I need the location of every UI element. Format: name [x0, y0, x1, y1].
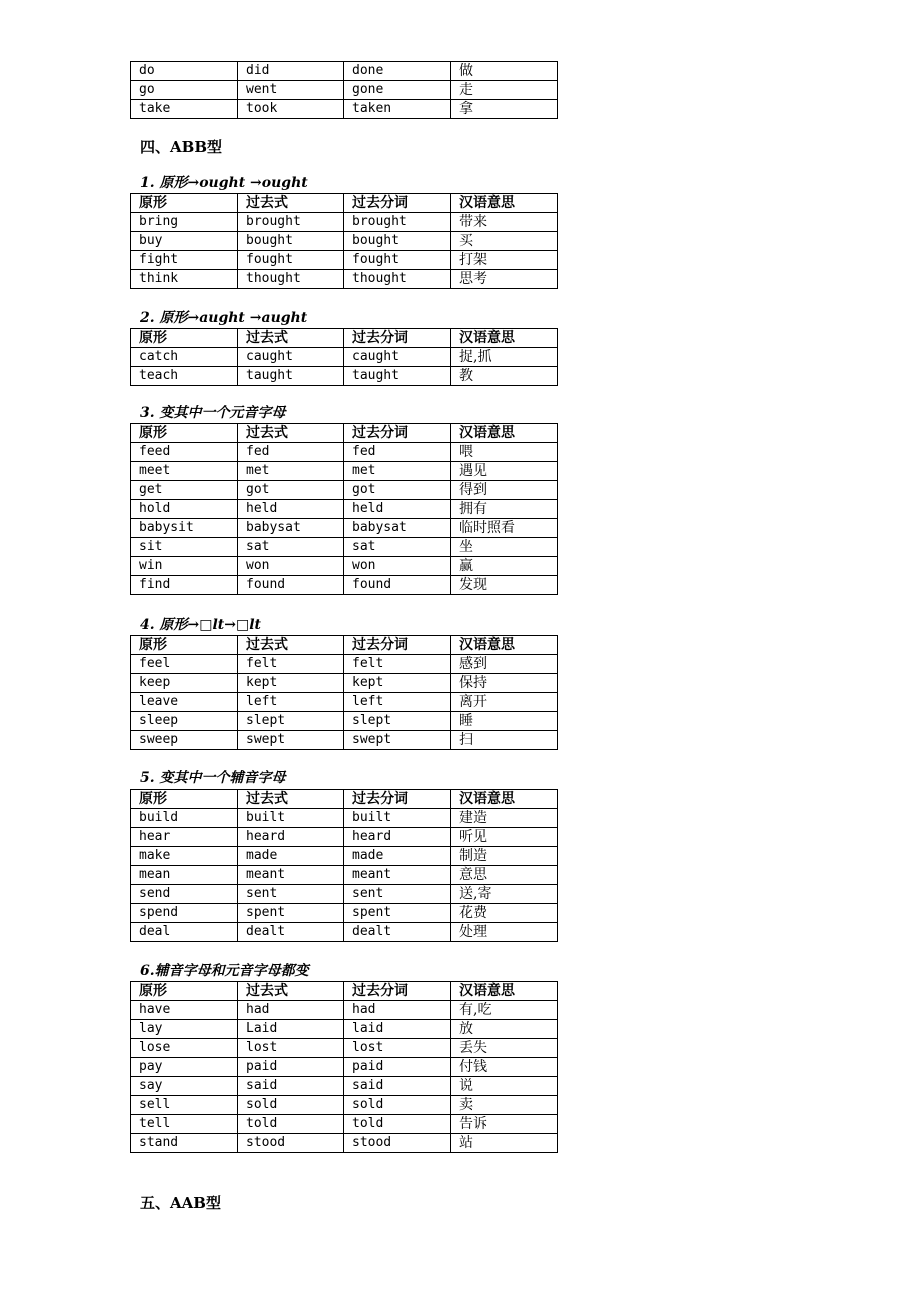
chinese-meaning-cell: 制造	[451, 847, 558, 866]
table-row	[131, 731, 558, 750]
past-participle-cell: babysat	[344, 519, 451, 538]
column-header: 汉语意思	[451, 329, 558, 348]
base-form-cell: leave	[131, 693, 238, 712]
past-participle-cell: thought	[344, 270, 451, 289]
past-participle-cell: won	[344, 557, 451, 576]
table-row	[131, 519, 558, 538]
chinese-meaning-cell: 离开	[451, 693, 558, 712]
chinese-meaning-cell: 拿	[451, 100, 558, 119]
chinese-meaning-cell: 感到	[451, 655, 558, 674]
column-header: 过去式	[238, 636, 344, 655]
chinese-meaning-cell: 送,寄	[451, 885, 558, 904]
base-form-cell: mean	[131, 866, 238, 885]
table-row	[131, 847, 558, 866]
past-participle-cell: said	[344, 1077, 451, 1096]
chinese-meaning-cell: 意思	[451, 866, 558, 885]
base-form-cell: pay	[131, 1058, 238, 1077]
past-tense-cell: lost	[238, 1039, 344, 1058]
table-row	[131, 866, 558, 885]
base-form-cell: have	[131, 1001, 238, 1020]
chinese-meaning-cell: 付钱	[451, 1058, 558, 1077]
table-row	[131, 809, 558, 828]
past-tense-cell: babysat	[238, 519, 344, 538]
chinese-meaning-cell: 遇见	[451, 462, 558, 481]
past-participle-cell: made	[344, 847, 451, 866]
base-form-cell: say	[131, 1077, 238, 1096]
table-row	[131, 270, 558, 289]
past-participle-cell: told	[344, 1115, 451, 1134]
table-row	[131, 100, 558, 119]
group-title-aught: 2. 原形→aught →aught	[140, 310, 308, 326]
base-form-cell: catch	[131, 348, 238, 367]
table-row	[131, 923, 558, 942]
past-participle-cell: slept	[344, 712, 451, 731]
past-tense-cell: sat	[238, 538, 344, 557]
chinese-meaning-cell: 丢失	[451, 1039, 558, 1058]
chinese-meaning-cell: 临时照看	[451, 519, 558, 538]
base-form-cell: stand	[131, 1134, 238, 1153]
past-participle-cell: dealt	[344, 923, 451, 942]
chinese-meaning-cell: 带来	[451, 213, 558, 232]
table-row	[131, 348, 558, 367]
verb-table-continued	[130, 61, 558, 119]
column-header: 过去分词	[344, 790, 451, 809]
base-form-cell: buy	[131, 232, 238, 251]
past-participle-cell: felt	[344, 655, 451, 674]
column-header: 原形	[131, 636, 238, 655]
past-participle-cell: sat	[344, 538, 451, 557]
column-header: 过去式	[238, 329, 344, 348]
table-row	[131, 1134, 558, 1153]
past-tense-cell: spent	[238, 904, 344, 923]
past-participle-cell: caught	[344, 348, 451, 367]
table-row	[131, 1001, 558, 1020]
base-form-cell: find	[131, 576, 238, 595]
table-row	[131, 1020, 558, 1039]
base-form-cell: bring	[131, 213, 238, 232]
past-tense-cell: made	[238, 847, 344, 866]
chinese-meaning-cell: 拥有	[451, 500, 558, 519]
base-form-cell: sell	[131, 1096, 238, 1115]
column-header: 过去式	[238, 790, 344, 809]
past-participle-cell: had	[344, 1001, 451, 1020]
base-form-cell: go	[131, 81, 238, 100]
base-form-cell: build	[131, 809, 238, 828]
verb-table-ought	[130, 193, 558, 289]
chinese-meaning-cell: 打架	[451, 251, 558, 270]
past-participle-cell: swept	[344, 731, 451, 750]
past-tense-cell: fed	[238, 443, 344, 462]
past-participle-cell: gone	[344, 81, 451, 100]
past-tense-cell: paid	[238, 1058, 344, 1077]
past-tense-cell: caught	[238, 348, 344, 367]
past-participle-cell: meant	[344, 866, 451, 885]
past-tense-cell: went	[238, 81, 344, 100]
table-row	[131, 655, 558, 674]
table-row	[131, 1077, 558, 1096]
chinese-meaning-cell: 建造	[451, 809, 558, 828]
past-tense-cell: kept	[238, 674, 344, 693]
past-tense-cell: sold	[238, 1096, 344, 1115]
table-row	[131, 1039, 558, 1058]
group-title-vowel-change: 3. 变其中一个元音字母	[140, 405, 286, 421]
table-header-row	[131, 329, 558, 348]
past-tense-cell: took	[238, 100, 344, 119]
past-participle-cell: fought	[344, 251, 451, 270]
base-form-cell: do	[131, 62, 238, 81]
chinese-meaning-cell: 听见	[451, 828, 558, 847]
chinese-meaning-cell: 站	[451, 1134, 558, 1153]
table-row	[131, 443, 558, 462]
column-header: 原形	[131, 982, 238, 1001]
group-title-consonant-change: 5. 变其中一个辅音字母	[140, 770, 286, 786]
base-form-cell: spend	[131, 904, 238, 923]
past-participle-cell: heard	[344, 828, 451, 847]
column-header: 原形	[131, 329, 238, 348]
column-header: 原形	[131, 194, 238, 213]
past-tense-cell: Laid	[238, 1020, 344, 1039]
past-tense-cell: swept	[238, 731, 344, 750]
chinese-meaning-cell: 保持	[451, 674, 558, 693]
group-title-lt: 4. 原形→□lt→□lt	[140, 617, 261, 633]
chinese-meaning-cell: 赢	[451, 557, 558, 576]
past-tense-cell: left	[238, 693, 344, 712]
table-row	[131, 1115, 558, 1134]
column-header: 过去分词	[344, 424, 451, 443]
past-tense-cell: thought	[238, 270, 344, 289]
section-heading-abb: 四、ABB型	[140, 138, 222, 156]
table-row	[131, 674, 558, 693]
past-tense-cell: bought	[238, 232, 344, 251]
past-participle-cell: paid	[344, 1058, 451, 1077]
past-tense-cell: fought	[238, 251, 344, 270]
group-title-both-change: 6.辅音字母和元音字母都变	[140, 963, 309, 979]
past-participle-cell: stood	[344, 1134, 451, 1153]
base-form-cell: sit	[131, 538, 238, 557]
chinese-meaning-cell: 处理	[451, 923, 558, 942]
table-row	[131, 500, 558, 519]
base-form-cell: make	[131, 847, 238, 866]
past-tense-cell: felt	[238, 655, 344, 674]
base-form-cell: get	[131, 481, 238, 500]
past-tense-cell: brought	[238, 213, 344, 232]
column-header: 过去分词	[344, 636, 451, 655]
table-row	[131, 693, 558, 712]
verb-table-vowel-change	[130, 423, 558, 595]
base-form-cell: deal	[131, 923, 238, 942]
chinese-meaning-cell: 发现	[451, 576, 558, 595]
base-form-cell: win	[131, 557, 238, 576]
past-participle-cell: done	[344, 62, 451, 81]
table-row	[131, 538, 558, 557]
chinese-meaning-cell: 买	[451, 232, 558, 251]
chinese-meaning-cell: 走	[451, 81, 558, 100]
chinese-meaning-cell: 坐	[451, 538, 558, 557]
column-header: 原形	[131, 790, 238, 809]
past-participle-cell: taught	[344, 367, 451, 386]
past-participle-cell: kept	[344, 674, 451, 693]
table-row	[131, 81, 558, 100]
base-form-cell: feed	[131, 443, 238, 462]
past-tense-cell: dealt	[238, 923, 344, 942]
chinese-meaning-cell: 放	[451, 1020, 558, 1039]
past-tense-cell: stood	[238, 1134, 344, 1153]
base-form-cell: tell	[131, 1115, 238, 1134]
past-tense-cell: built	[238, 809, 344, 828]
chinese-meaning-cell: 得到	[451, 481, 558, 500]
past-tense-cell: slept	[238, 712, 344, 731]
past-participle-cell: held	[344, 500, 451, 519]
table-row	[131, 712, 558, 731]
table-row	[131, 1058, 558, 1077]
chinese-meaning-cell: 思考	[451, 270, 558, 289]
past-tense-cell: did	[238, 62, 344, 81]
past-participle-cell: brought	[344, 213, 451, 232]
past-tense-cell: won	[238, 557, 344, 576]
base-form-cell: meet	[131, 462, 238, 481]
base-form-cell: keep	[131, 674, 238, 693]
table-header-row	[131, 424, 558, 443]
past-tense-cell: got	[238, 481, 344, 500]
past-participle-cell: got	[344, 481, 451, 500]
verb-table-lt	[130, 635, 558, 750]
table-row	[131, 367, 558, 386]
chinese-meaning-cell: 有,吃	[451, 1001, 558, 1020]
base-form-cell: feel	[131, 655, 238, 674]
base-form-cell: lay	[131, 1020, 238, 1039]
past-tense-cell: said	[238, 1077, 344, 1096]
column-header: 过去分词	[344, 194, 451, 213]
base-form-cell: send	[131, 885, 238, 904]
past-tense-cell: found	[238, 576, 344, 595]
past-participle-cell: sold	[344, 1096, 451, 1115]
past-tense-cell: heard	[238, 828, 344, 847]
base-form-cell: think	[131, 270, 238, 289]
base-form-cell: fight	[131, 251, 238, 270]
table-row	[131, 232, 558, 251]
past-tense-cell: told	[238, 1115, 344, 1134]
past-participle-cell: sent	[344, 885, 451, 904]
chinese-meaning-cell: 告诉	[451, 1115, 558, 1134]
table-row	[131, 885, 558, 904]
chinese-meaning-cell: 扫	[451, 731, 558, 750]
column-header: 过去式	[238, 424, 344, 443]
past-participle-cell: bought	[344, 232, 451, 251]
base-form-cell: hold	[131, 500, 238, 519]
past-tense-cell: held	[238, 500, 344, 519]
chinese-meaning-cell: 做	[451, 62, 558, 81]
table-header-row	[131, 194, 558, 213]
chinese-meaning-cell: 睡	[451, 712, 558, 731]
table-row	[131, 828, 558, 847]
base-form-cell: sweep	[131, 731, 238, 750]
base-form-cell: lose	[131, 1039, 238, 1058]
chinese-meaning-cell: 喂	[451, 443, 558, 462]
table-header-row	[131, 790, 558, 809]
base-form-cell: take	[131, 100, 238, 119]
past-tense-cell: had	[238, 1001, 344, 1020]
past-participle-cell: left	[344, 693, 451, 712]
past-participle-cell: laid	[344, 1020, 451, 1039]
column-header: 汉语意思	[451, 636, 558, 655]
past-participle-cell: met	[344, 462, 451, 481]
column-header: 过去式	[238, 982, 344, 1001]
chinese-meaning-cell: 花费	[451, 904, 558, 923]
table-row	[131, 462, 558, 481]
column-header: 原形	[131, 424, 238, 443]
column-header: 汉语意思	[451, 194, 558, 213]
past-tense-cell: meant	[238, 866, 344, 885]
table-header-row	[131, 636, 558, 655]
table-header-row	[131, 982, 558, 1001]
column-header: 汉语意思	[451, 424, 558, 443]
base-form-cell: babysit	[131, 519, 238, 538]
base-form-cell: teach	[131, 367, 238, 386]
group-title-ought: 1. 原形→ought →ought	[140, 175, 308, 191]
past-tense-cell: met	[238, 462, 344, 481]
base-form-cell: sleep	[131, 712, 238, 731]
table-row	[131, 62, 558, 81]
past-participle-cell: found	[344, 576, 451, 595]
chinese-meaning-cell: 卖	[451, 1096, 558, 1115]
column-header: 汉语意思	[451, 790, 558, 809]
column-header: 过去式	[238, 194, 344, 213]
verb-table-aught	[130, 328, 558, 386]
table-row	[131, 557, 558, 576]
chinese-meaning-cell: 捉,抓	[451, 348, 558, 367]
chinese-meaning-cell: 教	[451, 367, 558, 386]
column-header: 过去分词	[344, 982, 451, 1001]
past-participle-cell: taken	[344, 100, 451, 119]
past-tense-cell: sent	[238, 885, 344, 904]
table-row	[131, 251, 558, 270]
past-participle-cell: fed	[344, 443, 451, 462]
verb-table-consonant-change	[130, 789, 558, 942]
table-row	[131, 1096, 558, 1115]
column-header: 汉语意思	[451, 982, 558, 1001]
past-participle-cell: built	[344, 809, 451, 828]
column-header: 过去分词	[344, 329, 451, 348]
table-row	[131, 213, 558, 232]
past-participle-cell: spent	[344, 904, 451, 923]
past-tense-cell: taught	[238, 367, 344, 386]
verb-table-both-change	[130, 981, 558, 1153]
table-row	[131, 481, 558, 500]
table-row	[131, 904, 558, 923]
chinese-meaning-cell: 说	[451, 1077, 558, 1096]
past-participle-cell: lost	[344, 1039, 451, 1058]
base-form-cell: hear	[131, 828, 238, 847]
table-row	[131, 576, 558, 595]
section-heading-aab: 五、AAB型	[140, 1194, 221, 1212]
